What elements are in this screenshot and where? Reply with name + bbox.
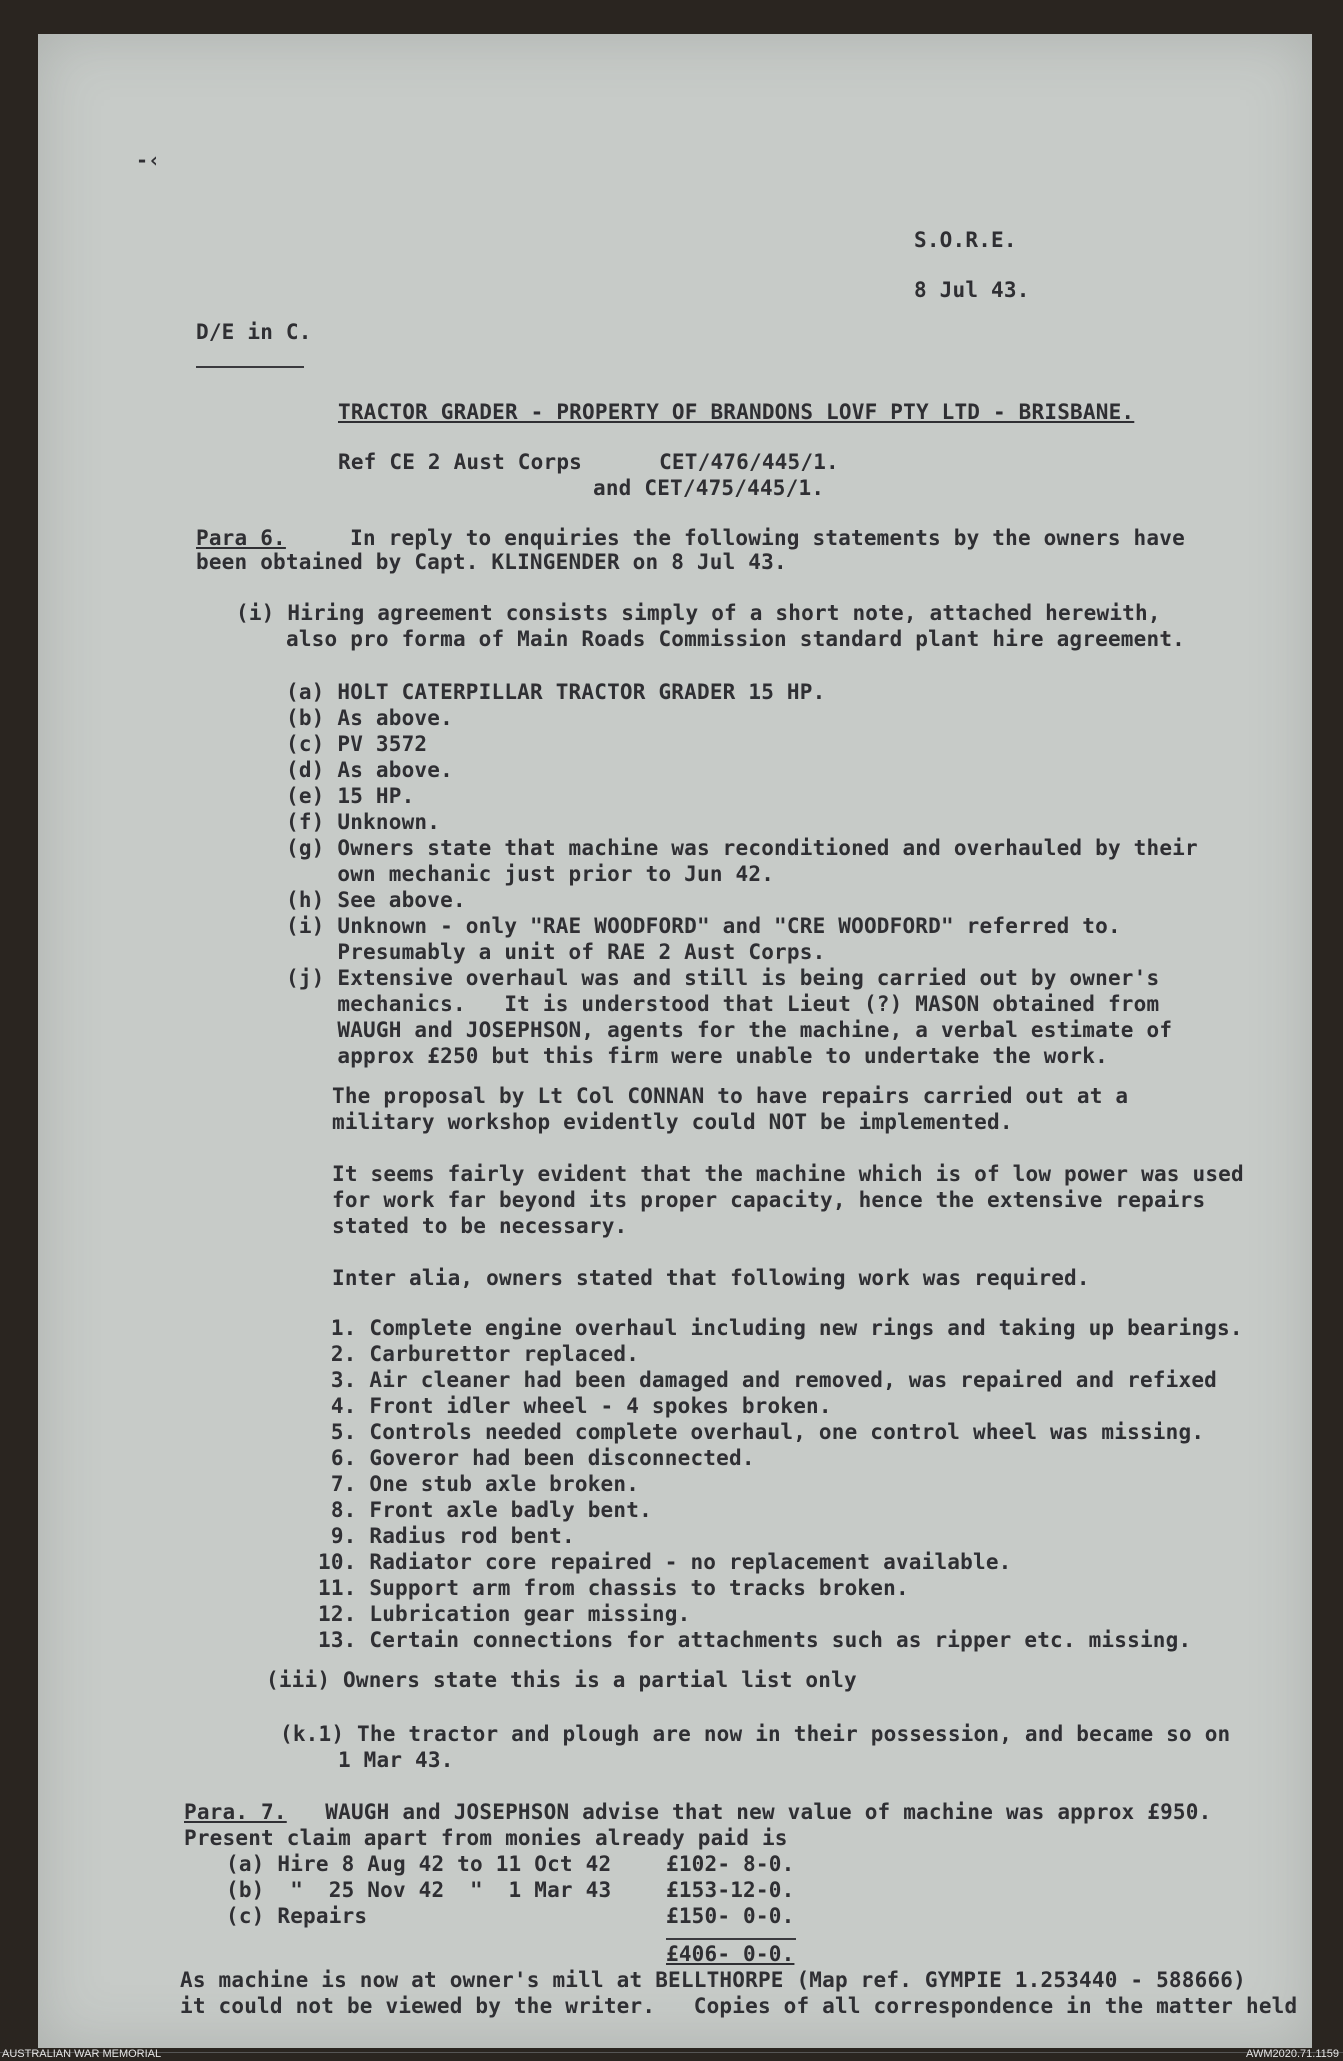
footer-divider bbox=[0, 2052, 1343, 2053]
work-list-item: 9. Radius rod bent. bbox=[318, 1524, 575, 1548]
sub-item: Presumably a unit of RAE 2 Aust Corps. bbox=[286, 940, 826, 964]
sub-item: (b) As above. bbox=[286, 706, 453, 730]
closing-line-1: As machine is now at owner's mill at BELLTHORPE (Map ref. GYMPIE 1.253440 - 588666) bbox=[180, 1968, 1246, 1992]
j-paragraph-line: The proposal by Lt Col CONNAN to have repairs carried out at a bbox=[332, 1084, 1129, 1108]
para6-line-2: been obtained by Capt. KLINGENDER on 8 Jul 43. bbox=[196, 550, 787, 574]
para6-line-1 bbox=[196, 526, 1185, 550]
sub-item: (g) Owners state that machine was reconditioned and overhauled by their bbox=[286, 836, 1198, 860]
closing-line-2: it could not be viewed by the writer. Copies of all correspondence in the matter held bbox=[180, 1994, 1298, 2018]
reference-line-2: and CET/475/445/1. bbox=[593, 476, 825, 500]
claim-label: (b) " 25 Nov 42 " 1 Mar 43 bbox=[226, 1878, 612, 1902]
reference-line-1: Ref CE 2 Aust Corps CET/476/445/1. bbox=[338, 450, 839, 474]
addressee: D/E in C. bbox=[196, 320, 312, 344]
subtotal-rule bbox=[666, 1938, 796, 1940]
para7-label: Para. 7. bbox=[184, 1800, 287, 1824]
sub-item: (a) HOLT CATERPILLAR TRACTOR GRADER 15 HP. bbox=[286, 680, 826, 704]
claims-total: £406- 0-0. bbox=[666, 1942, 795, 1966]
work-list-item: 2. Carburettor replaced. bbox=[318, 1342, 640, 1366]
work-list-item: 4. Front idler wheel - 4 spokes broken. bbox=[318, 1394, 832, 1418]
sub-item: (e) 15 HP. bbox=[286, 784, 415, 808]
document-title: TRACTOR GRADER - PROPERTY OF BRANDONS LOVF PTY LTD - BRISBANE. bbox=[338, 400, 1135, 424]
item-i-line-2: also pro forma of Main Roads Commission standard plant hire agreement. bbox=[286, 627, 1186, 651]
footer-source: AUSTRALIAN WAR MEMORIAL bbox=[2, 2048, 162, 2060]
work-list-item: 5. Controls needed complete overhaul, one control wheel was missing. bbox=[318, 1420, 1205, 1444]
claim-amount: £150- 0-0. bbox=[666, 1904, 795, 1928]
work-list-item: 10. Radiator core repaired - no replacement available. bbox=[318, 1550, 1012, 1574]
claim-label: (c) Repairs bbox=[226, 1904, 368, 1928]
item-k-line-2: 1 Mar 43. bbox=[338, 1748, 454, 1772]
sub-item: (f) Unknown. bbox=[286, 810, 441, 834]
item-k-line-1: (k.1) The tractor and plough are now in their possession, and became so on bbox=[280, 1722, 1231, 1746]
para6-label: Para 6. bbox=[196, 526, 286, 550]
para7-text-1: WAUGH and JOSEPHSON advise that new value of machine was approx £950. bbox=[286, 1800, 1212, 1824]
work-list-item: 13. Certain connections for attachments such as ripper etc. missing. bbox=[318, 1628, 1192, 1652]
work-list-item: 7. One stub axle broken. bbox=[318, 1472, 640, 1496]
sub-item: (d) As above. bbox=[286, 758, 453, 782]
item-iii: (iii) Owners state this is a partial list only bbox=[266, 1668, 857, 1692]
work-list-item: 8. Front axle badly bent. bbox=[318, 1498, 652, 1522]
j-paragraph-line: stated to be necessary. bbox=[332, 1214, 628, 1238]
sub-item: WAUGH and JOSEPHSON, agents for the machine, a verbal estimate of bbox=[286, 1018, 1173, 1042]
sub-item: (i) Unknown - only "RAE WOODFORD" and "CRE WOODFORD" referred to. bbox=[286, 914, 1121, 938]
item-i-line-1: (i) Hiring agreement consists simply of a short note, attached herewith, bbox=[236, 601, 1161, 625]
j-paragraph-line: Inter alia, owners stated that following work was required. bbox=[332, 1266, 1090, 1290]
para6-text-1: In reply to enquiries the following statements by the owners have bbox=[285, 526, 1185, 550]
para7-line-1 bbox=[184, 1800, 1211, 1824]
work-list-item: 12. Lubrication gear missing. bbox=[318, 1602, 691, 1626]
work-list-item: 3. Air cleaner had been damaged and removed, was repaired and refixed bbox=[318, 1368, 1218, 1392]
office-code: S.O.R.E. bbox=[914, 228, 1017, 252]
footer-accession: AWM2020.71.1159 bbox=[1246, 2048, 1339, 2060]
addressee-rule bbox=[196, 366, 304, 368]
sub-item: (h) See above. bbox=[286, 888, 466, 912]
sub-item: own mechanic just prior to Jun 42. bbox=[286, 862, 775, 886]
letter-date: 8 Jul 43. bbox=[914, 278, 1030, 302]
work-list-item: 11. Support arm from chassis to tracks broken. bbox=[318, 1576, 909, 1600]
j-paragraph-line: It seems fairly evident that the machine which is of low power was used bbox=[332, 1162, 1244, 1186]
claim-amount: £102- 8-0. bbox=[666, 1852, 795, 1876]
sub-item: approx £250 but this firm were unable to undertake the work. bbox=[286, 1044, 1108, 1068]
claim-label: (a) Hire 8 Aug 42 to 11 Oct 42 bbox=[226, 1852, 612, 1876]
para7-line-2: Present claim apart from monies already paid is bbox=[184, 1826, 788, 1850]
j-paragraph-line: for work far beyond its proper capacity, hence the extensive repairs bbox=[332, 1188, 1206, 1212]
work-list-item: 1. Complete engine overhaul including new rings and taking up bearings. bbox=[318, 1316, 1243, 1340]
sub-item: (c) PV 3572 bbox=[286, 732, 428, 756]
claim-amount: £153-12-0. bbox=[666, 1878, 795, 1902]
sub-item: mechanics. It is understood that Lieut (?) MASON obtained from bbox=[286, 992, 1160, 1016]
j-paragraph-line: military workshop evidently could NOT be implemented. bbox=[332, 1110, 1013, 1134]
margin-mark: -‹ bbox=[136, 148, 161, 172]
sub-item: (j) Extensive overhaul was and still is being carried out by owner's bbox=[286, 966, 1160, 990]
work-list-item: 6. Goveror had been disconnected. bbox=[318, 1446, 755, 1470]
